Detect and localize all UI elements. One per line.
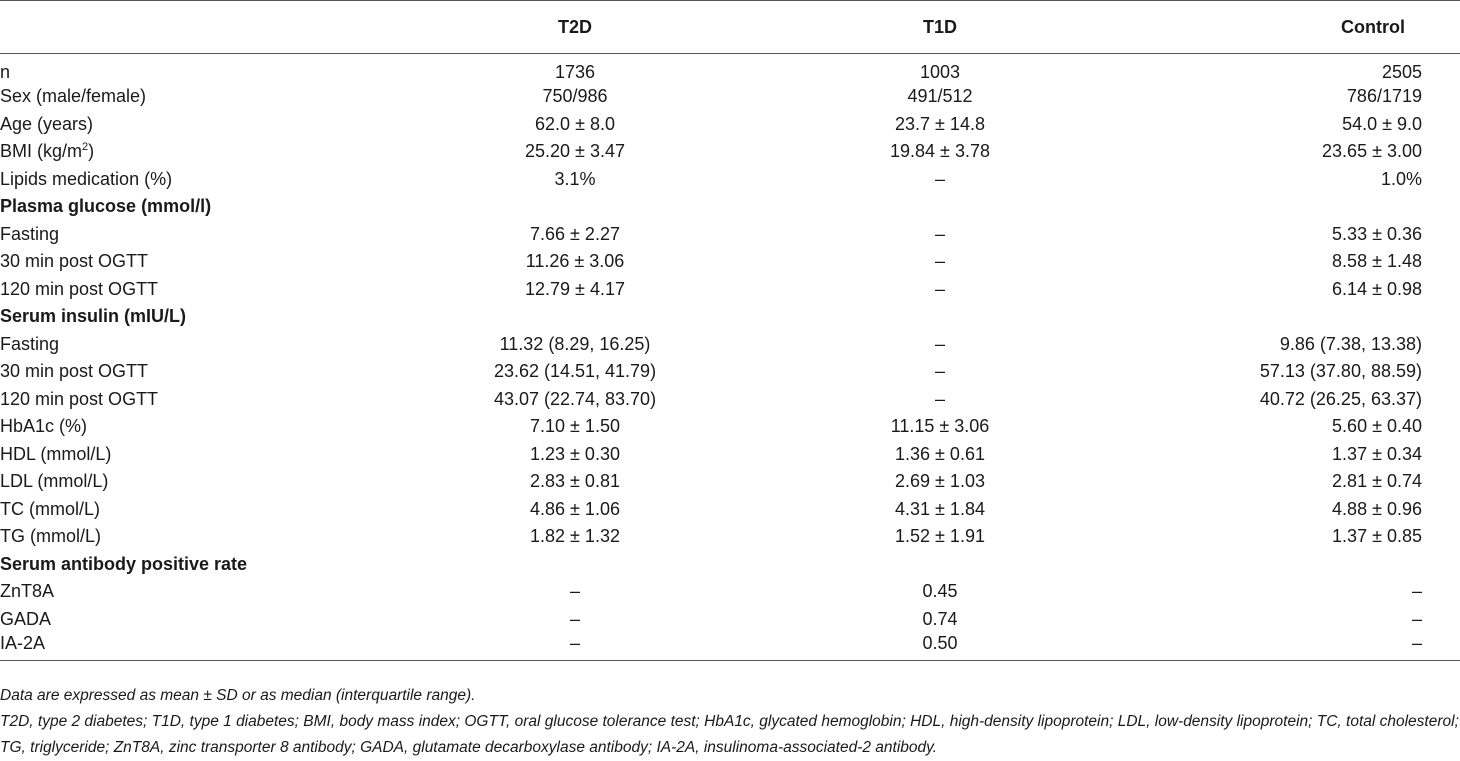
cell-control: 2.81 ± 0.74	[1332, 471, 1422, 492]
cell-control: 2505	[1381, 62, 1422, 82]
row-label: IA-2A	[0, 633, 405, 661]
row-label: HbA1c (%)	[0, 416, 88, 437]
table-row	[0, 221, 1460, 249]
header-control: Control	[1135, 1, 1460, 54]
cell-control: –	[1411, 581, 1422, 602]
cell-t1d: 1.52 ± 1.91	[895, 526, 985, 547]
row-label: TC (mmol/L)	[0, 498, 100, 519]
row-label: Sex (male/female)	[0, 86, 147, 107]
cell-t1d: –	[934, 223, 945, 244]
cell-control: 786/1719	[1346, 86, 1422, 107]
row-label: Fasting	[0, 223, 60, 244]
table-row	[0, 633, 1460, 661]
row-label: 120 min post OGTT	[0, 278, 159, 299]
section-label: Serum antibody positive rate	[0, 553, 248, 574]
cell-control: 6.14 ± 0.98	[1332, 278, 1422, 299]
cell-control: 1.37 ± 0.34	[1332, 443, 1422, 464]
cell-control: 4.88 ± 0.96	[1332, 498, 1422, 519]
table-row	[0, 138, 1460, 166]
cell-t2d: 23.62 (14.51, 41.79)	[493, 361, 657, 382]
section-empty-cell	[745, 303, 1135, 331]
cell-t1d: 11.15 ± 3.06	[890, 416, 990, 437]
table-row	[0, 111, 1460, 139]
cell-control: 9.86 (7.38, 13.38)	[1279, 333, 1422, 354]
cell-control: 8.58 ± 1.48	[1332, 251, 1422, 272]
row-label: Fasting	[0, 333, 60, 354]
section-empty-cell	[405, 303, 745, 331]
cell-t2d: –	[405, 633, 745, 661]
cell-control: –	[1135, 633, 1460, 661]
cell-control: 1.0%	[1380, 168, 1422, 189]
cell-t2d: 2.83 ± 0.81	[530, 471, 620, 492]
cell-t1d: 4.31 ± 1.84	[895, 498, 985, 519]
row-label: n	[0, 62, 11, 82]
cell-t1d: 1.36 ± 0.61	[895, 443, 985, 464]
footnote-abbreviations: T2D, type 2 diabetes; T1D, type 1 diabetes; BMI, body mass index; OGTT, oral glucose tolerance test; HbA1c, glycated hemoglobin; HDL, high-density lipoprotein; LDL, low-density lipoprotein; TC, total cholesterol; TG, triglyceride; ZnT8A, zinc transporter 8 antibody; GADA, glutamate decarboxylase antibody; IA-2A, insulinoma-associated-2 antibody.	[0, 713, 1459, 756]
footnote-data-expression: Data are expressed as mean ± SD or as median (interquartile range).	[0, 687, 476, 704]
cell-t2d: 1.82 ± 1.32	[530, 526, 620, 547]
cell-t2d: 3.1%	[554, 168, 596, 189]
table-body	[0, 54, 1460, 661]
section-label: Plasma glucose (mmol/l)	[0, 196, 212, 217]
section-header-row	[0, 193, 1460, 221]
section-label: Serum insulin (mIU/L)	[0, 306, 187, 327]
cell-t1d: –	[934, 388, 945, 409]
cell-t1d: 491/512	[907, 86, 973, 107]
row-label: 30 min post OGTT	[0, 361, 149, 382]
section-empty-cell	[405, 551, 745, 579]
row-label: LDL (mmol/L)	[0, 471, 109, 492]
section-empty-cell	[405, 193, 745, 221]
row-label-superscript: 2	[82, 141, 89, 154]
cell-t1d: –	[934, 361, 945, 382]
table-row	[0, 331, 1460, 359]
section-empty-cell	[745, 193, 1135, 221]
table-row	[0, 441, 1460, 469]
cell-t2d: 62.0 ± 8.0	[535, 113, 615, 134]
cell-t1d: 2.69 ± 1.03	[895, 471, 985, 492]
row-label-suffix: )	[88, 141, 95, 162]
cell-t2d: 11.32 (8.29, 16.25)	[499, 333, 651, 354]
cell-t2d: 7.10 ± 1.50	[530, 416, 620, 437]
table-row	[0, 248, 1460, 276]
section-empty-cell	[1135, 551, 1460, 579]
cell-t1d: –	[934, 278, 945, 299]
section-empty-cell	[1135, 193, 1460, 221]
row-label: 120 min post OGTT	[0, 388, 159, 409]
row-label: HDL (mmol/L)	[0, 443, 112, 464]
row-label: 30 min post OGTT	[0, 251, 149, 272]
cell-t1d: 1003	[919, 62, 961, 82]
header-t1d: T1D	[745, 1, 1135, 54]
cell-t2d: 12.79 ± 4.17	[525, 278, 625, 299]
cell-t2d: –	[569, 608, 580, 629]
row-label: Lipids medication (%)	[0, 168, 173, 189]
cell-control: 23.65 ± 3.00	[1322, 141, 1422, 162]
table-row	[0, 54, 1460, 84]
cell-control: 5.60 ± 0.40	[1332, 416, 1422, 437]
cell-t2d: 4.86 ± 1.06	[530, 498, 620, 519]
table-row	[0, 276, 1460, 304]
section-empty-cell	[745, 551, 1135, 579]
cell-control: 5.33 ± 0.36	[1332, 223, 1422, 244]
cell-t1d: 0.50	[745, 633, 1135, 661]
header-label-column	[0, 1, 405, 54]
section-empty-cell	[1135, 303, 1460, 331]
row-label: ZnT8A	[0, 581, 55, 602]
row-label	[0, 138, 405, 166]
header-t2d: T2D	[405, 1, 745, 54]
table-header-row	[0, 1, 1460, 54]
table-row	[0, 413, 1460, 441]
table-row	[0, 496, 1460, 524]
cell-control: 57.13 (37.80, 88.59)	[1259, 361, 1422, 382]
cell-t2d: 1736	[554, 62, 596, 82]
cell-t1d: 19.84 ± 3.78	[890, 141, 990, 162]
cell-t1d: 0.74	[922, 608, 958, 629]
cell-t1d: –	[934, 168, 945, 189]
table-row	[0, 166, 1460, 194]
table-row	[0, 468, 1460, 496]
row-label: GADA	[0, 608, 52, 629]
cell-control: 40.72 (26.25, 63.37)	[1259, 388, 1422, 409]
cell-control: 54.0 ± 9.0	[1342, 113, 1422, 134]
cell-t2d: 25.20 ± 3.47	[525, 141, 625, 162]
cell-t2d: 11.26 ± 3.06	[525, 251, 625, 272]
table-row	[0, 358, 1460, 386]
table-footnotes	[0, 683, 1460, 761]
cell-t1d: 23.7 ± 14.8	[895, 113, 985, 134]
cell-t1d: 0.45	[922, 581, 958, 602]
cell-t2d: 750/986	[542, 86, 608, 107]
row-label-text: BMI (kg/m	[0, 141, 83, 162]
section-header-row	[0, 551, 1460, 579]
cell-t1d: –	[934, 251, 945, 272]
cell-control: –	[1411, 608, 1422, 629]
cell-t1d: –	[934, 333, 945, 354]
section-header-row	[0, 303, 1460, 331]
table-row	[0, 83, 1460, 111]
cell-t2d: 1.23 ± 0.30	[530, 443, 620, 464]
table-row	[0, 386, 1460, 414]
table-row	[0, 578, 1460, 606]
table-row	[0, 606, 1460, 634]
cell-t2d: –	[569, 581, 580, 602]
cell-control: 1.37 ± 0.85	[1332, 526, 1422, 547]
cell-t2d: 7.66 ± 2.27	[530, 223, 620, 244]
row-label: TG (mmol/L)	[0, 526, 101, 547]
row-label: Age (years)	[0, 113, 94, 134]
table-row	[0, 523, 1460, 551]
cell-t2d: 43.07 (22.74, 83.70)	[493, 388, 657, 409]
